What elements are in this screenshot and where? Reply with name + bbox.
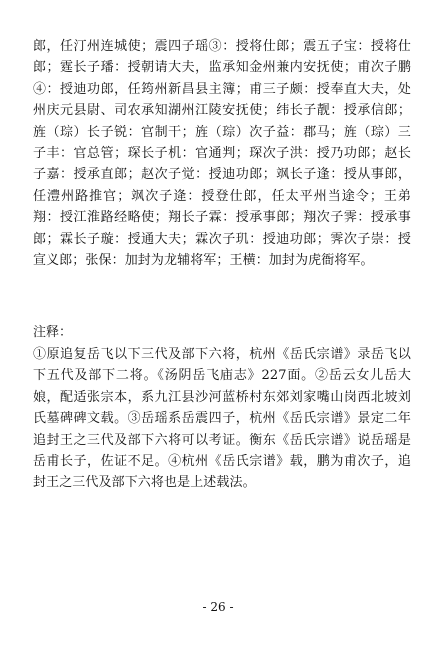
body-paragraph: 郎，任汀州连城使；震四子瑶③：授将仕郎；震五子宝：授将仕郎；霆长子璠：授朝请大夫，监承知金州兼内安抚使；甫次子鹏④：授迪功郎，任筠州新昌县主簿；甫三子颇：授奉直大夫，处州庆元县尉、司农承知湖州江陵安抚使；纬长子靓：授承信郎；旌（琮）长子锐：官制干；旌（琮）次子益：郡马；旌（琮）三子丰：官总管；琛长子机：官通判；琛次子洪：授乃功郎；赵长子嘉：授承直郎；赵次子觉：授迪功郎；飒长子逢：授从事郎，任澧州路推官；飒次子逄：授登仕郎，任太平州当途令；王弟翔：授江淮路经略使；翔长子霖：授承事郎；翔次子霁：授承事郎；霖长子璇：授通大夫；霖次子玑：授迪功郎；霁次子崇：授宣义郎；张保：加封为龙辅将军；王横：加封为虎衙将军。 — [33, 39, 411, 269]
notes-heading: 注释： — [33, 325, 73, 340]
page-number: - 26 - — [202, 600, 234, 614]
notes-paragraph: ①原追复岳飞以下三代及部下六将，杭州《岳氏宗谱》录岳飞以下五代及部下二将。《汤阴岳飞庙志》227面。②岳云女儿岳大娘，配适张宗本，系九江县沙河蓝桥村东郊刘家嘴山岗西北坡刘氏墓碑碑文载。③岳瑶系岳震四子，杭州《岳氏宗谱》景定二年追封王之三代及部下六将可以考证。衡东《岳氏宗谱》说岳瑶是岳甫长子，佐证不足。④杭州《岳氏宗谱》载，鹏为甫次子，追封王之三代及部下六将也是上述载法。 — [33, 347, 411, 491]
